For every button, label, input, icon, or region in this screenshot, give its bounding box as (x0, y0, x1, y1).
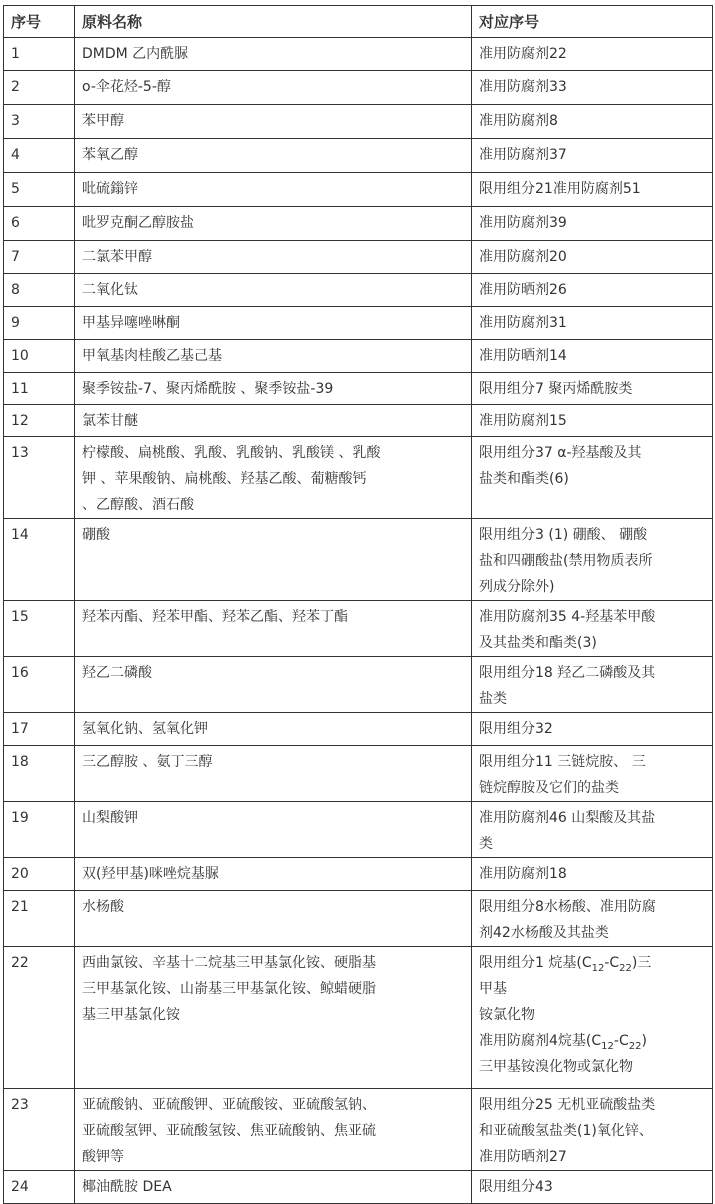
cell-line: 羟乙二磷酸 (82, 665, 152, 681)
header-name: 原料名称 (75, 6, 472, 38)
table-row (4, 307, 713, 340)
cell-line: 准用防腐剂22 (479, 46, 567, 62)
cell-no: 20 (4, 858, 75, 891)
cell-line: 及其盐类和酯类(3) (479, 635, 597, 651)
cell-line: 椰油酰胺 DEA (82, 1179, 172, 1195)
cell-line: 限用组分37 α-羟基酸及其 (479, 445, 642, 461)
cell-line: 基三甲基氯化铵 (82, 1007, 180, 1023)
cell-no: 4 (4, 139, 75, 173)
table-body (4, 38, 713, 1204)
cell-name (75, 105, 472, 139)
cell-name (75, 947, 472, 1089)
table-row (4, 207, 713, 241)
table-row (4, 947, 713, 1089)
ingredient-table (3, 5, 713, 1204)
table-row (4, 657, 713, 713)
cell-line: 剂42水杨酸及其盐类 (479, 925, 609, 941)
cell-ref (472, 207, 713, 241)
table-row (4, 105, 713, 139)
cell-line: 甲基 (479, 981, 507, 997)
table-row (4, 173, 713, 207)
cell-name (75, 858, 472, 891)
cell-no: 8 (4, 274, 75, 307)
cell-line: 限用组分11 三链烷胺、 三 (479, 754, 646, 770)
cell-name (75, 713, 472, 746)
cell-line: 盐类 (479, 691, 507, 707)
cell-no: 11 (4, 373, 75, 405)
cell-name (75, 657, 472, 713)
cell-line (479, 950, 706, 976)
cell-ref (472, 891, 713, 947)
text-segment: -C (613, 1033, 629, 1049)
subscript: 22 (619, 962, 632, 974)
cell-ref (472, 340, 713, 373)
cell-ref (472, 437, 713, 519)
cell-line: 聚季铵盐-7、聚丙烯酰胺 、聚季铵盐-39 (82, 381, 334, 397)
cell-name (75, 405, 472, 437)
cell-line: 限用组分18 羟乙二磷酸及其 (479, 665, 656, 681)
cell-ref (472, 139, 713, 173)
table-row (4, 802, 713, 858)
cell-name (75, 802, 472, 858)
cell-no: 12 (4, 405, 75, 437)
cell-name (75, 1089, 472, 1171)
cell-name (75, 340, 472, 373)
cell-line: 苯甲醇 (82, 113, 124, 129)
cell-line: 限用组分21准用防腐剂51 (479, 181, 641, 197)
table-row (4, 38, 713, 71)
cell-name (75, 437, 472, 519)
cell-line: 西曲氯铵、辛基十二烷基三甲基氯化铵、硬脂基 (82, 955, 376, 971)
cell-no: 1 (4, 38, 75, 71)
cell-line: 准用防腐剂37 (479, 147, 567, 163)
cell-no: 24 (4, 1171, 75, 1204)
cell-name (75, 207, 472, 241)
cell-no: 22 (4, 947, 75, 1089)
cell-no: 3 (4, 105, 75, 139)
cell-no: 13 (4, 437, 75, 519)
cell-line: 准用防晒剂14 (479, 348, 567, 364)
cell-line: o-伞花烃-5-醇 (82, 79, 171, 95)
table-row (4, 71, 713, 105)
cell-line: 准用防腐剂18 (479, 866, 567, 882)
cell-name (75, 373, 472, 405)
text-segment: 准用防腐剂4烷基(C (479, 1033, 602, 1049)
cell-no: 17 (4, 713, 75, 746)
cell-no: 15 (4, 601, 75, 657)
cell-line: 吡硫鎓锌 (82, 181, 138, 197)
cell-ref (472, 373, 713, 405)
cell-name (75, 38, 472, 71)
cell-ref (472, 601, 713, 657)
cell-line: 三乙醇胺 、氨丁三醇 (82, 754, 213, 770)
cell-ref (472, 105, 713, 139)
cell-line: 氯苯甘醚 (82, 413, 138, 429)
cell-ref (472, 71, 713, 105)
cell-line: 限用组分3 (1) 硼酸、 硼酸 (479, 527, 648, 543)
cell-ref (472, 713, 713, 746)
cell-name (75, 746, 472, 802)
cell-no: 18 (4, 746, 75, 802)
header-ref: 对应序号 (472, 6, 713, 38)
cell-line: 盐类和酯类(6) (479, 471, 569, 487)
cell-no: 9 (4, 307, 75, 340)
cell-line: 限用组分7 聚丙烯酰胺类 (479, 381, 633, 397)
cell-no: 5 (4, 173, 75, 207)
cell-line: 铵氯化物 (479, 1007, 535, 1023)
cell-line: 盐和四硼酸盐(禁用物质表所 (479, 553, 653, 569)
cell-line: 链烷醇胺及它们的盐类 (479, 780, 619, 796)
cell-line: 准用防腐剂31 (479, 315, 567, 331)
cell-line: 双(羟甲基)咪唑烷基脲 (82, 866, 219, 882)
cell-line: 和亚硫酸氢盐类(1)氧化锌、 (479, 1123, 653, 1139)
cell-line: 准用防腐剂46 山梨酸及其盐 (479, 810, 656, 826)
cell-line: 准用防晒剂27 (479, 1149, 567, 1165)
cell-line: 羟苯丙酯、羟苯甲酯、羟苯乙酯、羟苯丁酯 (82, 609, 348, 625)
cell-line: 柠檬酸、扁桃酸、乳酸、乳酸钠、乳酸镁 、乳酸 (82, 445, 381, 461)
cell-line: DMDM 乙内酰脲 (82, 46, 189, 62)
cell-line: 限用组分8水杨酸、准用防腐 (479, 899, 656, 915)
cell-line: 类 (479, 836, 493, 852)
table-row (4, 139, 713, 173)
cell-line: 三甲基铵溴化物或氯化物 (479, 1059, 633, 1075)
cell-line: 准用防腐剂8 (479, 113, 558, 129)
cell-line: 亚硫酸氢钾、亚硫酸氢铵、焦亚硫酸钠、焦亚硫 (82, 1123, 376, 1139)
cell-ref (472, 307, 713, 340)
subscript: 12 (591, 962, 605, 974)
cell-ref (472, 173, 713, 207)
cell-ref (472, 519, 713, 601)
cell-line: 列成分除外) (479, 579, 555, 595)
cell-name (75, 891, 472, 947)
table-row (4, 373, 713, 405)
text-segment: 限用组分1 烷基(C (479, 955, 592, 971)
table-row (4, 241, 713, 274)
table-row (4, 437, 713, 519)
cell-no: 7 (4, 241, 75, 274)
cell-line: 二氧化钛 (82, 282, 138, 298)
table-row (4, 858, 713, 891)
cell-line: 三甲基氯化铵、山嵛基三甲基氯化铵、鲸蜡硬脂 (82, 981, 376, 997)
cell-ref (472, 1171, 713, 1204)
cell-line: 甲基异噻唑啉酮 (82, 315, 180, 331)
cell-no: 21 (4, 891, 75, 947)
cell-line: 准用防腐剂35 4-羟基苯甲酸 (479, 609, 656, 625)
cell-ref (472, 746, 713, 802)
cell-no: 6 (4, 207, 75, 241)
cell-line: 、乙醇酸、酒石酸 (82, 497, 194, 513)
header-no: 序号 (4, 6, 75, 38)
cell-line: 硼酸 (82, 527, 110, 543)
cell-name (75, 71, 472, 105)
cell-name (75, 519, 472, 601)
cell-no: 16 (4, 657, 75, 713)
cell-line: 二氯苯甲醇 (82, 249, 152, 265)
cell-line: 苯氧乙醇 (82, 147, 138, 163)
table-row (4, 340, 713, 373)
cell-ref (472, 858, 713, 891)
table-row (4, 601, 713, 657)
cell-ref (472, 657, 713, 713)
cell-no: 14 (4, 519, 75, 601)
cell-ref (472, 274, 713, 307)
cell-line: 准用防腐剂39 (479, 215, 567, 231)
cell-line: 亚硫酸钠、亚硫酸钾、亚硫酸铵、亚硫酸氢钠、 (82, 1097, 376, 1113)
table-row (4, 891, 713, 947)
cell-ref (472, 241, 713, 274)
cell-line: 氢氧化钠、氢氧化钾 (82, 721, 208, 737)
header-row (4, 6, 713, 38)
cell-line: 甲氧基肉桂酸乙基己基 (82, 348, 222, 364)
cell-no: 19 (4, 802, 75, 858)
cell-ref (472, 38, 713, 71)
table-row (4, 405, 713, 437)
table-row (4, 713, 713, 746)
cell-name (75, 274, 472, 307)
subscript: 12 (601, 1040, 614, 1052)
cell-line: 水杨酸 (82, 899, 124, 915)
cell-line: 限用组分43 (479, 1179, 553, 1195)
cell-no: 2 (4, 71, 75, 105)
cell-name (75, 241, 472, 274)
cell-line (479, 1028, 706, 1054)
cell-line: 准用防腐剂20 (479, 249, 567, 265)
cell-ref (472, 405, 713, 437)
cell-line: 钾 、苹果酸钠、扁桃酸、羟基乙酸、葡糖酸钙 (82, 471, 367, 487)
table-row (4, 1171, 713, 1204)
cell-line: 准用防腐剂33 (479, 79, 567, 95)
text-segment: )三 (631, 955, 652, 971)
cell-line: 限用组分25 无机亚硫酸盐类 (479, 1097, 656, 1113)
cell-line: 准用防腐剂15 (479, 413, 567, 429)
text-segment: ) (641, 1033, 647, 1049)
cell-no: 23 (4, 1089, 75, 1171)
table-row (4, 519, 713, 601)
cell-name (75, 139, 472, 173)
subscript: 22 (628, 1040, 642, 1052)
cell-no: 10 (4, 340, 75, 373)
cell-name (75, 173, 472, 207)
cell-name (75, 1171, 472, 1204)
cell-ref (472, 802, 713, 858)
cell-line: 限用组分32 (479, 721, 553, 737)
table-row (4, 746, 713, 802)
table-row (4, 1089, 713, 1171)
cell-line: 准用防晒剂26 (479, 282, 567, 298)
cell-line: 吡罗克酮乙醇胺盐 (82, 215, 194, 231)
cell-ref (472, 1089, 713, 1171)
table-row (4, 274, 713, 307)
cell-name (75, 307, 472, 340)
cell-ref (472, 947, 713, 1089)
cell-line: 山梨酸钾 (82, 810, 138, 826)
text-segment: -C (604, 955, 620, 971)
cell-line: 酸钾等 (82, 1149, 124, 1165)
cell-name (75, 601, 472, 657)
